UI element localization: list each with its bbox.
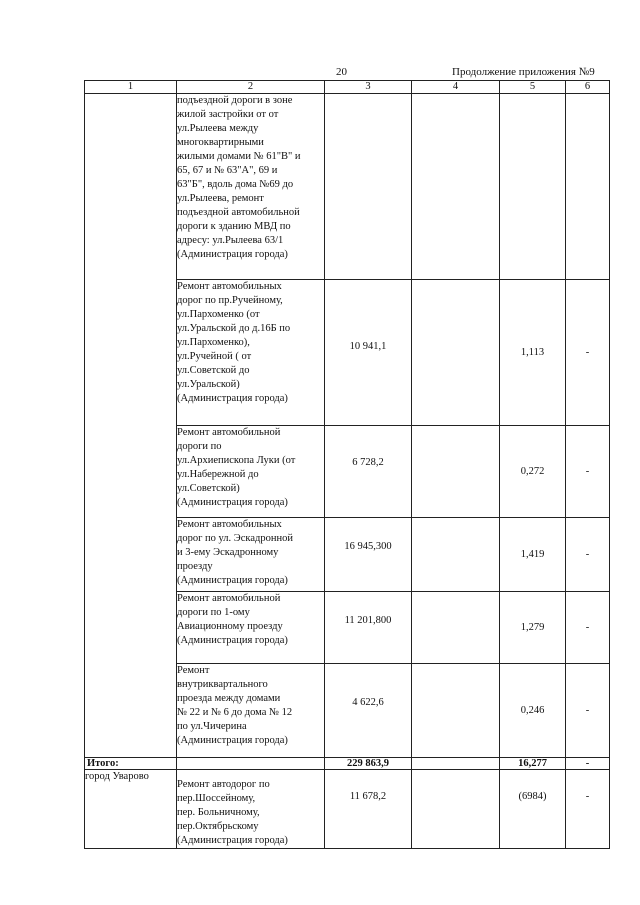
col4-cell [412,280,500,426]
col6-cell: - [566,770,610,849]
column-header: 4 [412,81,500,94]
region-cell: город Уварово [85,770,177,849]
col4-cell [412,592,500,664]
amount-cell [325,94,412,280]
table-row [85,770,610,849]
region-cell [85,94,177,758]
work-description: Ремонт автомобильной дороги по 1-ому Авиационному проезду (Администрация города) [177,592,325,664]
continuation-label: Продолжение приложения №9 [452,66,595,78]
length-cell: 0,272 [500,426,566,518]
page-number: 20 [336,66,347,78]
length-cell [500,94,566,280]
length-cell: (6984) [500,770,566,849]
col6-cell: - [566,664,610,758]
total-row [85,758,610,770]
length-cell: 1,419 [500,518,566,592]
work-description: подъездной дороги в зоне жилой застройки от от ул.Рылеева между многоквартирными жилыми домами № 61"В" и 65, 67 и № 63"А", 69 и 63"Б", вдоль дома №69 до ул.Рылеева, ремонт подъездной автомобильной дороги к зданию МВД по адресу: ул.Рылеева 63/1 (Администрация города) [177,94,325,280]
amount-cell: 11 678,2 [325,770,412,849]
appendix-table [84,80,610,849]
table-row [85,94,610,280]
total-col6: - [566,758,610,770]
col4-cell [412,770,500,849]
col4-cell [412,94,500,280]
total-length: 16,277 [500,758,566,770]
total-empty [177,758,325,770]
amount-cell: 16 945,300 [325,518,412,592]
length-cell: 0,246 [500,664,566,758]
col4-cell [412,664,500,758]
column-header: 5 [500,81,566,94]
work-description: Ремонт автомобильных дорог по ул. Эскадронной и 3-ему Эскадронному проезду (Администрация города) [177,518,325,592]
col6-cell [566,94,610,280]
col6-cell: - [566,592,610,664]
col6-cell: - [566,426,610,518]
column-header: 1 [85,81,177,94]
amount-cell: 11 201,800 [325,592,412,664]
work-description: Ремонт автодорог по пер.Шоссейному, пер. Больничному, пер.Октябрьскому (Администрация города) [177,770,325,849]
work-description: Ремонт автомобильной дороги по ул.Архиепископа Луки (от ул.Набережной до ул.Советской) (Администрация города) [177,426,325,518]
column-header: 6 [566,81,610,94]
length-cell: 1,113 [500,280,566,426]
header-row [85,81,610,94]
amount-cell: 10 941,1 [325,280,412,426]
column-header: 2 [177,81,325,94]
amount-cell: 6 728,2 [325,426,412,518]
col4-cell [412,426,500,518]
total-label: Итого: [85,758,177,770]
work-description: Ремонт внутриквартального проезда между домами № 22 и № 6 до дома № 12 по ул.Чичерина (Администрация города) [177,664,325,758]
amount-cell: 4 622,6 [325,664,412,758]
col6-cell: - [566,280,610,426]
col4-cell [412,518,500,592]
length-cell: 1,279 [500,592,566,664]
total-col4 [412,758,500,770]
work-description: Ремонт автомобильных дорог по пр.Ручейному, ул.Пархоменко (от ул.Уральской до д.16Б по ул.Пархоменко), ул.Ручейной ( от ул.Советской до ул.Уральской) (Администрация города) [177,280,325,426]
col6-cell: - [566,518,610,592]
column-header: 3 [325,81,412,94]
total-amount: 229 863,9 [325,758,412,770]
